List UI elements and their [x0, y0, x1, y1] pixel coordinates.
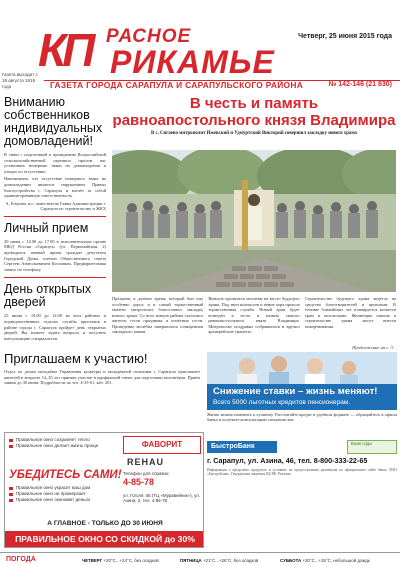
windows-brand-logo: ФАВОРИТ: [123, 436, 201, 454]
windows-address: ул. Гоголя, 56 (ТЦ «Муравейник»), ул. Азина, 2, тел. 4-85-78: [123, 493, 200, 504]
bank-fine-print: Информация о кредитных продуктах и условиях их предоставления размещена на официальном сайте банка. ПАО «БыстроБанк». Генеральная лицензия ЦБ РФ. Реклама.: [207, 468, 397, 477]
weather-title: ПОГОДА: [6, 556, 36, 563]
article-photo: [112, 150, 396, 292]
bank-header: [207, 440, 397, 454]
weather-day: [180, 558, 258, 563]
reception-headline: Личный прием: [4, 220, 89, 235]
ceremony-photo-illustration: [112, 150, 396, 292]
invitation-headline: Приглашаем к участию!: [4, 351, 148, 366]
article-column: Строительство будущего храма ведётся на средства благотворителей и прихожан. В течение ближайших лет планируется возвести храм и колокольню. Желающие помочь в строительстве храма могут внести пожертвования.: [304, 296, 396, 329]
weather-day-name: СУББОТА: [280, 558, 302, 563]
weather-day-forecast: +20°С...+25°С, небольшой дождь: [302, 558, 371, 563]
windows-benefits-bottom: [9, 485, 117, 503]
benefit-item: Правильное окно сохраняет тепло: [9, 437, 117, 443]
windows-ad[interactable]: [4, 432, 204, 548]
promo-deadline: А ГЛАВНОЕ - ТОЛЬКО ДО 30 ИЮНЯ: [47, 520, 163, 527]
divider: [4, 277, 106, 278]
notice-paragraph: Напоминаем, что отсутствие номерного знака на домовладении является нарушением Правил благоустройства г. Сарапула и влечёт за собой административную ответственность.: [4, 176, 106, 199]
windows-benefits-top: [9, 437, 117, 449]
notice-headline: Вниманию собственников индивидуальных домовладений!: [4, 95, 103, 148]
benefit-item: Правильное окно экономит деньги: [9, 497, 117, 503]
bank-award-badge: Банк года: [347, 440, 397, 454]
since-note: Газета выходит с 18 августа 1918 года: [2, 72, 38, 89]
benefit-item: Правильное окно делает жизнь проще: [9, 443, 117, 449]
article-column: Вначале прочитали молитвы на место будущего храма. Под звон колоколов и пение хора прошла торжественная служба. Новый храм будет возведён в честь и память святого равноапостольного князя Владимира. Митрополит поздравил собравшихся и вручил архиерейские грамоты.: [208, 296, 300, 334]
invitation-body: Отдел по делам молодёжи Управления культуры и молодёжной политики г. Сарапула приглашает жителей в возрасте 14–35 лет принять участие в профильной смене для подготовки волонтёров. Приём заявок до 30 июня. Подробности по тел. 4-35-61, каб. 201.: [4, 369, 200, 385]
deposit-ad-headline: Снижение ставки – жизнь меняют!: [213, 386, 378, 397]
weather-day-forecast: +20°С...+24°С, без осадков: [103, 558, 159, 563]
masthead: [0, 0, 400, 96]
reception-body: 30 июня с 14.00 до 17.00 в исполнительном органе МКД Россия «Сарапул» (ул. Первомайская, 2) проводится личный прием граждан депутатом Городской Думы, членом Общественного совета Сергеем Анатольевичем Козловым. Предварительная запись по телефону.: [4, 238, 106, 272]
phone-label: Телефон для справок:: [123, 471, 170, 476]
headline-line-2: равноапостольного князя Владимира: [112, 112, 396, 129]
divider: [4, 216, 106, 217]
headline-line-1: В честь и память: [189, 95, 319, 112]
phone-number[interactable]: 4-85-78: [123, 477, 155, 487]
weather-day-name: ПЯТНИЦА: [180, 558, 202, 563]
openday-body: 25 июня с 10.00 до 14.00 во всех районах и подведомственных отделах службы приставов в районе города г. Сарапула пройдет день открытых дверей. Вы можете задать вопросы и получить консультацию специалистов.: [4, 313, 106, 341]
bank-note: Жизнь можно изменить к лучшему. Рассчитайте кредит в удобном формате — обращайтесь в офисы банка и получите консультацию специалистов.: [207, 412, 397, 423]
notice-body: [4, 152, 106, 199]
article-column: Праздник, в далёкое время, который был ему особенно дорог, и в самый торжественный момент митрополит благословил закладку нового храма. Со всех концов района съехались жители, гости праздника и почётные гости. Проведение молебна завершилось освящением закладного камня.: [112, 296, 204, 334]
bank-logo[interactable]: БыстроБанк: [207, 441, 277, 453]
weather-day-name: ЧЕТВЕРГ: [82, 558, 103, 563]
windows-slogan: УБЕДИТЕСЬ САМИ!: [9, 469, 122, 481]
continued-note: Продолжение на с. 3.: [352, 345, 394, 350]
invitation-block: [4, 352, 200, 386]
title-main: РИКАМЬЕ: [110, 44, 275, 80]
issue-number: № 142-146 (21 830): [328, 81, 392, 88]
article-headline: [112, 95, 396, 129]
weather-day: [82, 558, 159, 563]
issue-date: Четверг, 25 июня 2015 года: [298, 33, 392, 40]
benefit-item: Правильное окно не промерзает: [9, 491, 117, 497]
newspaper-logo: [38, 24, 108, 76]
article-deck: В с. Сигаево митрополит Ижевский и Удмуртский Викторий совершил закладку нового храма: [151, 131, 357, 136]
newspaper-subtitle: ГАЗЕТА ГОРОДА САРАПУЛА И САРАПУЛЬСКОГО РАЙОНА: [50, 80, 304, 90]
logo-letters: КП: [38, 24, 92, 76]
notice-paragraph: В связи с подготовкой к проведению Всероссийской сельскохозяйственной переписи просим вас установить номерные знаки на домовладения и улицах по отсутствию.: [4, 152, 106, 174]
discount-bar: ПРАВИЛЬНОЕ ОКНО СО СКИДКОЙ до 30%: [5, 531, 204, 547]
profile-brand: REHAU: [127, 457, 165, 467]
title-top: РАСНОЕ: [106, 26, 192, 47]
article-body: [112, 296, 396, 350]
deposit-ad-subline: Всего 5000 льготных кредитов пенсионерам.: [213, 399, 351, 406]
bank-address: г. Сарапул, ул. Азина, 46, тел. 8-800-333-22-65: [207, 456, 368, 465]
notice-signature: А. Егорова, и.о. заместителя Главы Администрации г. Сарапула по строительству и ЖКХ: [5, 200, 106, 211]
openday-headline: День открытых дверей: [4, 282, 92, 310]
weather-day-forecast: +21°С...+26°С, без осадков: [202, 558, 259, 563]
deposit-ad-banner[interactable]: [207, 352, 397, 410]
weather-day: [280, 558, 370, 563]
left-column: [4, 96, 106, 341]
weather-bar: [0, 552, 400, 566]
benefit-item: Правильное окно украсит ваш дом: [9, 485, 117, 491]
